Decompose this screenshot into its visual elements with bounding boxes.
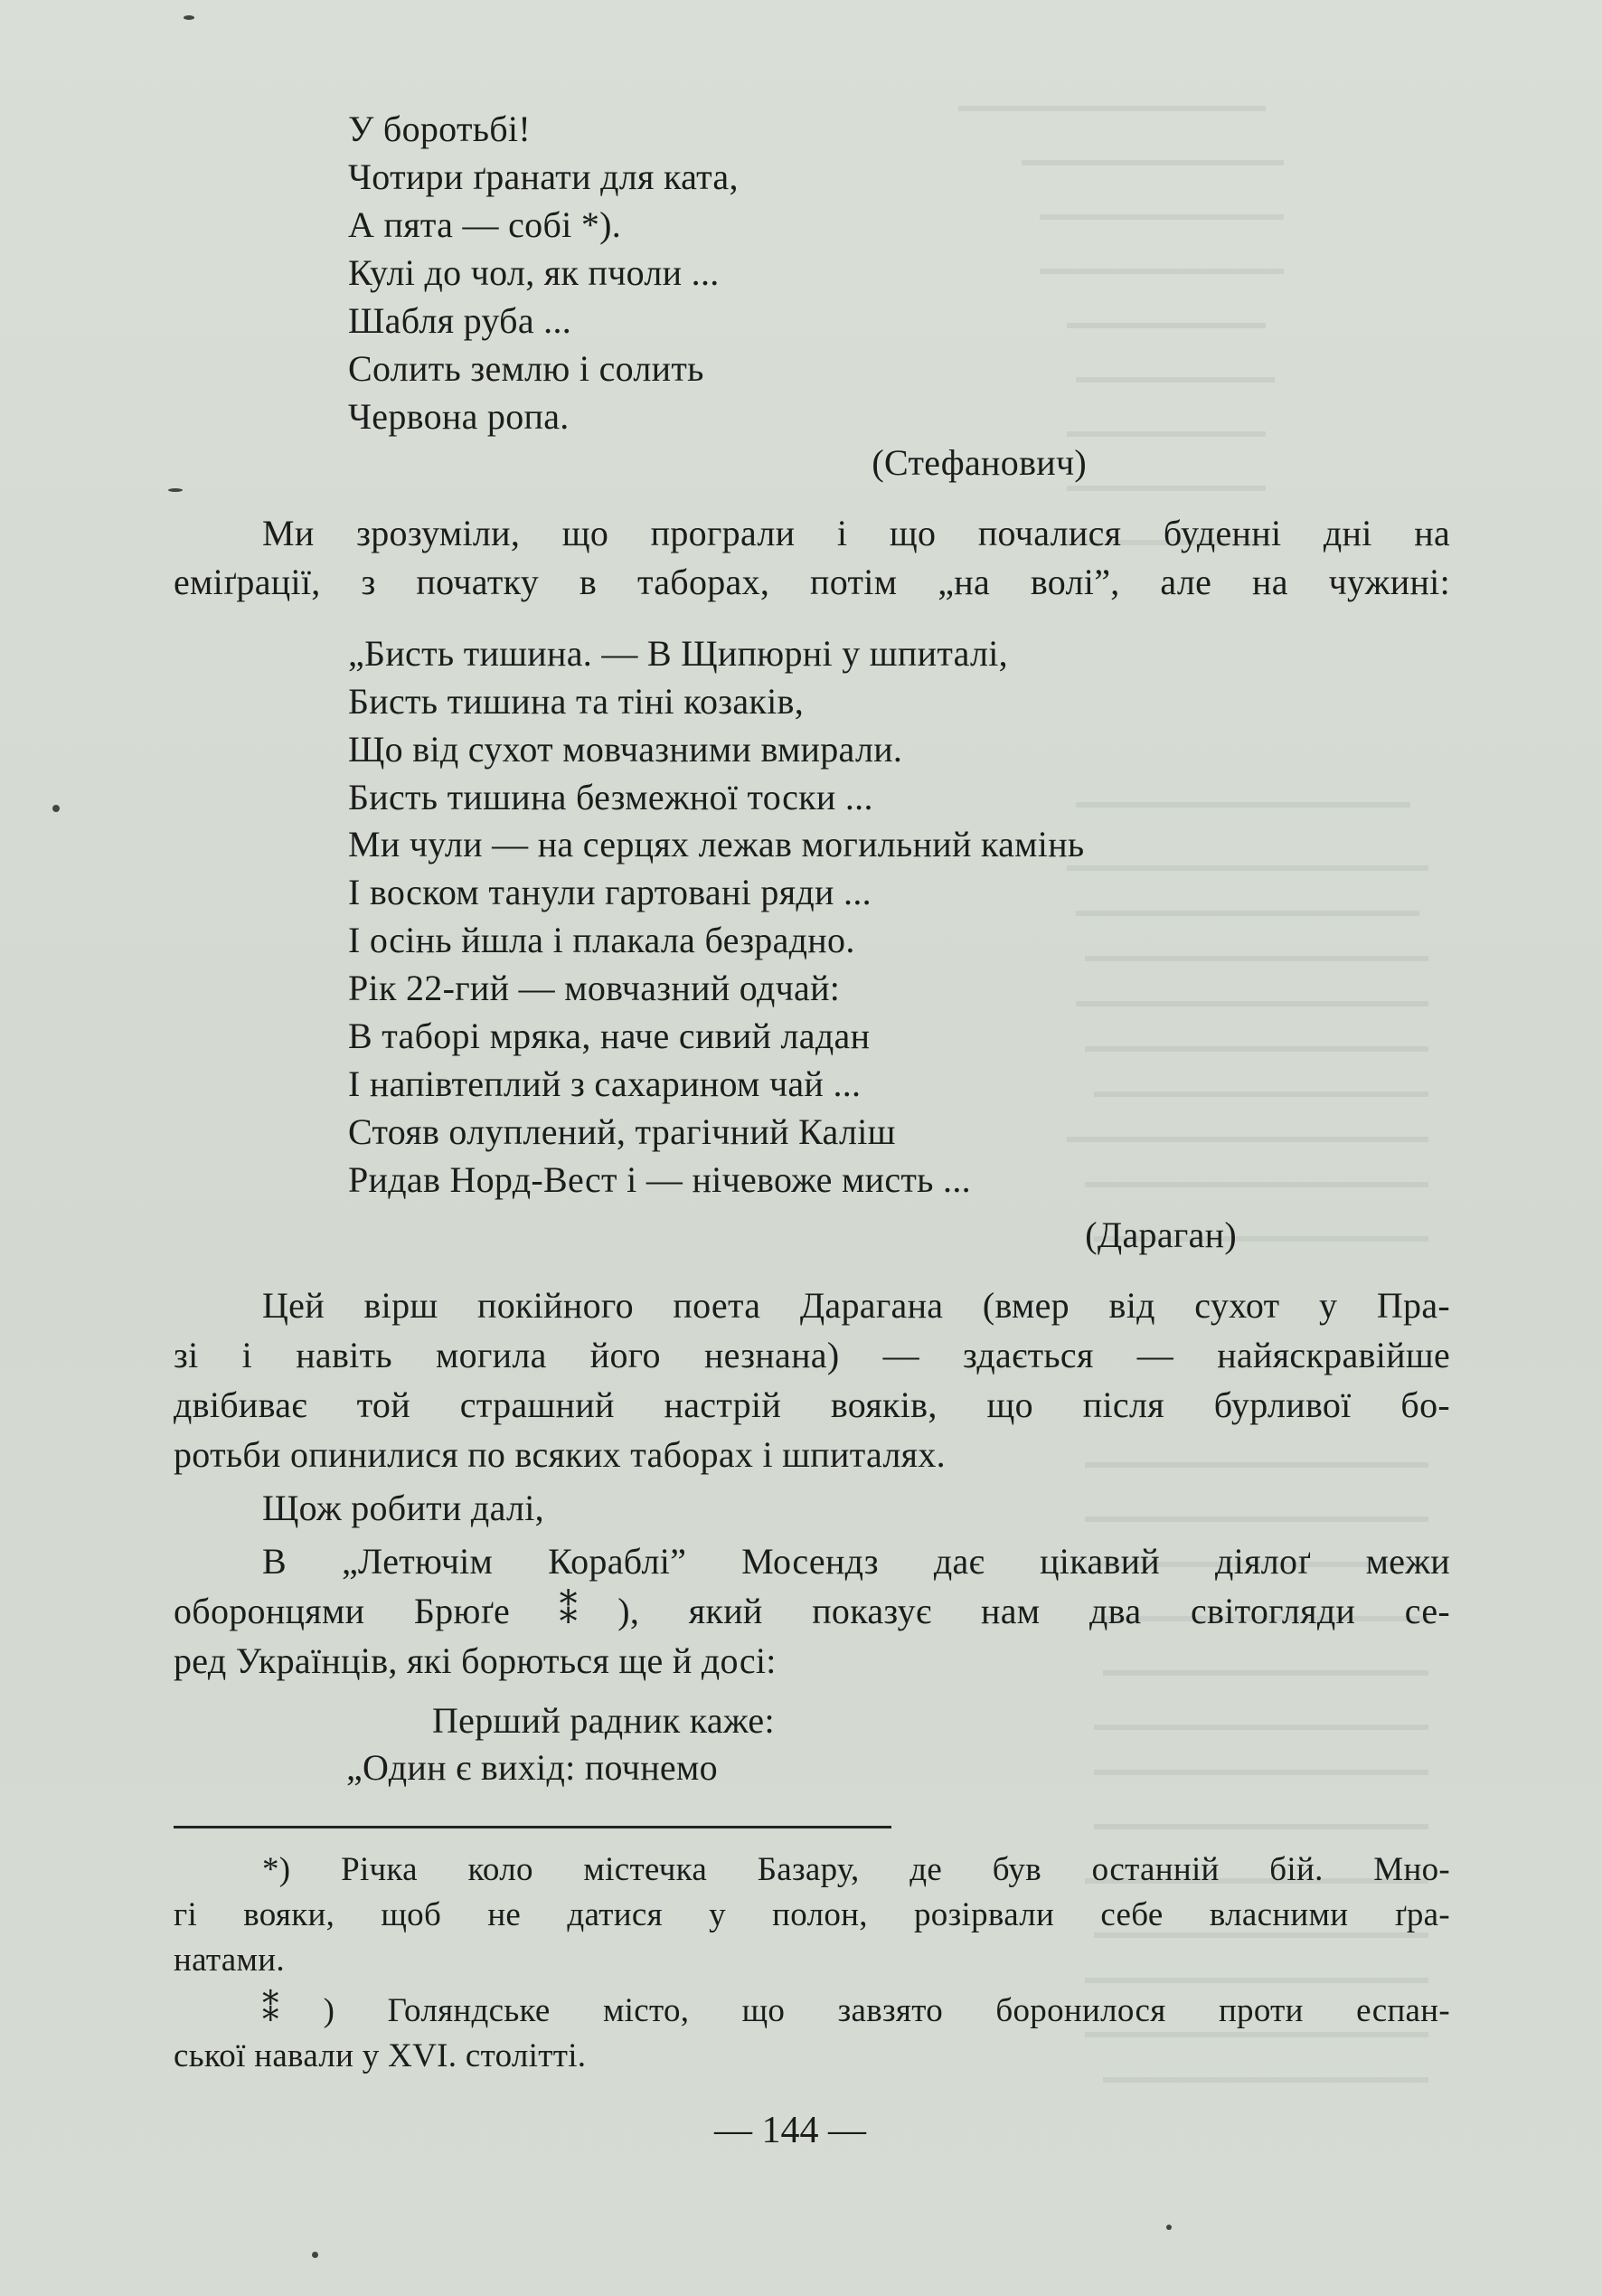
poem2-line: Ридав Норд-Вест і — нічевоже мисть ... xyxy=(348,1159,971,1200)
poem2-line: Ми чули — на серцях лежав могильний камінь xyxy=(348,824,1085,865)
poem1-line: Кулі до чол, як пчоли ... xyxy=(348,252,720,293)
poem1-line: Солить землю і солить xyxy=(348,348,704,389)
paragraph-line: ротьби опинилися по всяких таборах і шпиталях. xyxy=(174,1434,946,1475)
page-number: — 144 — xyxy=(714,2110,866,2151)
footnote-line: ської навали у XVI. столітті. xyxy=(174,2037,587,2074)
poem2-line: Стояв олуплений, трагічний Каліш xyxy=(348,1111,896,1152)
paragraph-line: оборонцями Брюґе ⁑), який показує нам два світогляди се- xyxy=(174,1591,1450,1631)
footnote-line: ⁑) Голяндське місто, що завзято боронилося проти еспан- xyxy=(262,1992,1450,2029)
poem2-line: І осінь йшла і плакала безрадно. xyxy=(348,920,855,960)
footnote-line: гі вояки, щоб не датися у полон, розірвали себе власними ґра- xyxy=(174,1896,1450,1933)
poem2-line: „Бисть тишина. — В Щипюрні у шпиталі, xyxy=(348,633,1008,674)
paragraph-line: двібиває той страшний настрій вояків, що після бурливої бо- xyxy=(174,1384,1450,1425)
poem1-line: У боротьбі! xyxy=(348,109,531,149)
poem1-line: Шабля руба ... xyxy=(348,300,572,341)
poem2-line: В таборі мряка, наче сивий ладан xyxy=(348,1016,871,1056)
poem2-author: (Дараган) xyxy=(1085,1214,1237,1255)
paragraph-line: еміґрації, з початку в таборах, потім „на волі”, але на чужині: xyxy=(174,562,1450,602)
poem1-line: А пята — собі *). xyxy=(348,204,622,245)
paragraph-line: ред Українців, які борються ще й досі: xyxy=(174,1640,777,1681)
footnote-line: натами. xyxy=(174,1942,285,1979)
speaker-line: Перший радник каже: xyxy=(432,1700,775,1741)
quote-start: „Один є вихід: почнемо xyxy=(346,1747,718,1788)
paragraph-line: Цей вірш покійного поета Дарагана (вмер від сухот у Пра- xyxy=(262,1285,1450,1326)
poem2-line: Що від сухот мовчазними вмирали. xyxy=(348,729,903,770)
footnote-line: *) Річка коло містечка Базару, де був останній бій. Мно- xyxy=(262,1851,1450,1888)
poem1-author: (Стефанович) xyxy=(872,442,1087,483)
poem1-line: Чотири ґранати для ката, xyxy=(348,156,739,197)
paragraph-line: Щож робити далі, xyxy=(262,1488,544,1528)
paragraph-line: В „Летючім Кораблі” Мосендз дає цікавий діялоґ межи xyxy=(262,1541,1450,1582)
poem2-line: І воском танули гартовані ряди ... xyxy=(348,872,872,912)
poem1-line: Червона ропа. xyxy=(348,396,570,437)
paragraph-line: Ми зрозуміли, що програли і що почалися буденні дні на xyxy=(262,513,1450,553)
poem2-line: Рік 22-гий — мовчазний одчай: xyxy=(348,968,841,1008)
poem2-line: Бисть тишина та тіні козаків, xyxy=(348,681,805,722)
paragraph-line: зі і навіть могила його незнана) — здається — найяскравійше xyxy=(174,1335,1450,1375)
poem2-line: І напівтеплий з сахарином чай ... xyxy=(348,1063,862,1104)
footnote-rule xyxy=(174,1826,891,1828)
poem2-line: Бисть тишина безмежної тоски ... xyxy=(348,777,873,817)
